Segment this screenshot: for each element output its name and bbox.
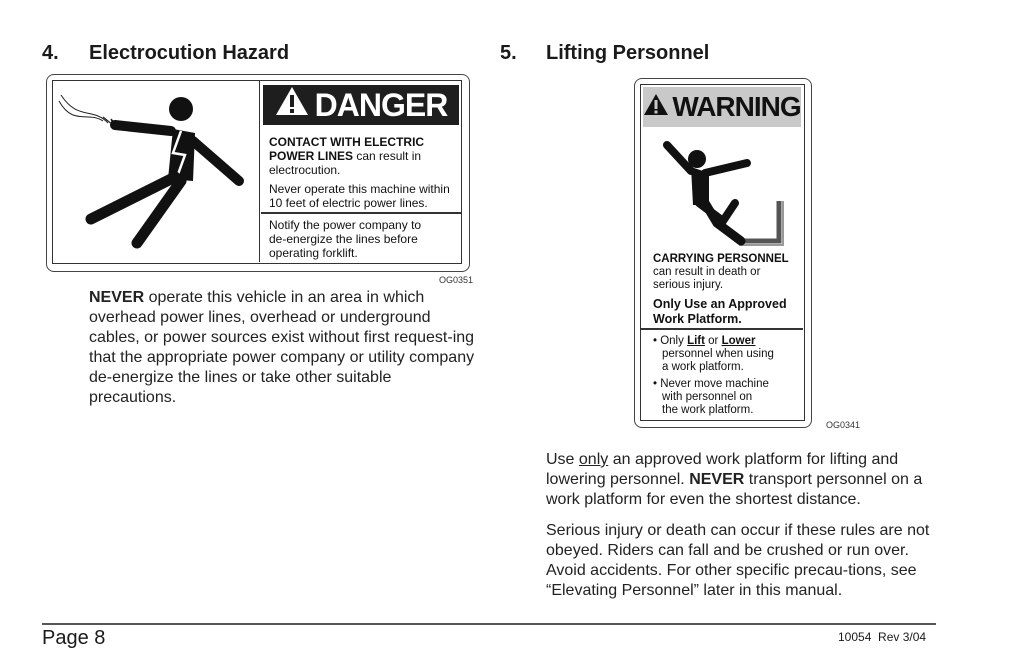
warning-decal xyxy=(634,78,812,428)
warning-triangle-icon xyxy=(643,91,669,123)
danger-text-block-2 xyxy=(269,218,421,260)
electrocution-icon xyxy=(53,81,260,262)
danger-text-block-1 xyxy=(269,135,450,210)
danger-line-2-rest: can result in xyxy=(353,149,422,163)
section-4-number: 4. xyxy=(42,42,59,64)
warning-line-5: Work Platform. xyxy=(653,312,742,326)
falling-person-icon xyxy=(651,133,801,256)
danger-decal xyxy=(46,74,470,272)
section-5-heading xyxy=(500,42,710,65)
warning-line-3: serious injury. xyxy=(653,279,724,291)
section-5-number: 5. xyxy=(500,42,517,64)
warning-text-block-1 xyxy=(653,253,789,327)
warning-banner xyxy=(643,87,801,127)
warning-line-1: CARRYING PERSONNEL xyxy=(653,253,789,265)
warning-bullet-1 xyxy=(653,335,774,348)
warning-bullet-1-lift: Lift xyxy=(687,335,705,347)
warning-bullet-2-line-3: the work platform. xyxy=(662,404,754,416)
section-5-paragraph-2: Serious injury or death can occur if these rules are not obeyed. Riders can fall and be crushed or run over. Avoid accidents. For other specific precau-tions, see “Elevating Personnel” later in this manual. xyxy=(546,522,930,599)
warning-divider xyxy=(641,328,803,330)
section-5-paragraph-1 xyxy=(546,450,938,510)
danger-decal-inner xyxy=(52,80,462,264)
danger-line-6: Notify the power company to xyxy=(269,218,422,232)
section-5-p1-never: NEVER xyxy=(689,471,745,488)
section-5-p1-a: Use xyxy=(546,451,579,468)
section-4-title: Electrocution Hazard xyxy=(89,42,290,64)
footer-divider xyxy=(42,623,936,625)
warning-bullet-2-line-2: with personnel on xyxy=(662,391,753,403)
section-5-p1-only: only xyxy=(578,451,609,468)
section-4-never: NEVER xyxy=(89,289,145,306)
warning-decal-inner xyxy=(640,84,805,421)
warning-bullets xyxy=(653,335,774,417)
warning-signal-word: WARNING xyxy=(672,91,801,122)
danger-divider xyxy=(261,212,461,214)
section-4-body xyxy=(89,288,481,408)
danger-line-1: CONTACT WITH ELECTRIC xyxy=(269,135,425,149)
warning-bullet-1-pre: • Only xyxy=(653,335,688,347)
section-5-p1-b: an approved work platform for lifting and lowering personnel. xyxy=(546,451,899,488)
section-5-body xyxy=(546,450,938,601)
danger-line-2 xyxy=(269,149,450,163)
danger-line-2-bold: POWER LINES xyxy=(269,149,354,163)
danger-decal-code: OG0351 xyxy=(439,275,474,285)
warning-triangle-icon xyxy=(275,86,309,124)
danger-line-8: operating forklift. xyxy=(269,246,358,260)
warning-bullet-1-line-2: personnel when using xyxy=(662,348,774,360)
danger-line-5: 10 feet of electric power lines. xyxy=(269,196,428,210)
danger-banner xyxy=(263,85,459,125)
warning-decal-code: OG0341 xyxy=(826,420,861,430)
doc-revision: 10054 Rev 3/04 xyxy=(838,630,927,644)
warning-bullet-1-mid: or xyxy=(704,335,722,347)
danger-line-4: Never operate this machine within xyxy=(269,182,450,196)
section-4-heading xyxy=(42,42,290,65)
danger-signal-word: DANGER xyxy=(314,86,448,123)
warning-bullet-1-line-3: a work platform. xyxy=(662,361,744,373)
danger-line-7: de-energize the lines before xyxy=(269,232,418,246)
section-4-body-text: operate this vehicle in an area in which overhead power lines, overhead or underground cables, or power sources exist without first request-ing that the appropriate power company or utility company de-energize the lines or take other suitable precautions. xyxy=(89,289,475,406)
warning-line-4: Only Use an Approved xyxy=(653,297,787,311)
section-5-p1-c: transport personnel on a work platform for even the shortest distance. xyxy=(546,471,923,508)
warning-line-2: can result in death or xyxy=(653,266,761,278)
section-5-title: Lifting Personnel xyxy=(546,42,710,64)
warning-bullet-2: • Never move machine xyxy=(653,378,769,390)
danger-line-3: electrocution. xyxy=(269,163,341,177)
warning-bullet-1-lower: Lower xyxy=(721,335,756,347)
page-number: Page 8 xyxy=(42,627,106,649)
